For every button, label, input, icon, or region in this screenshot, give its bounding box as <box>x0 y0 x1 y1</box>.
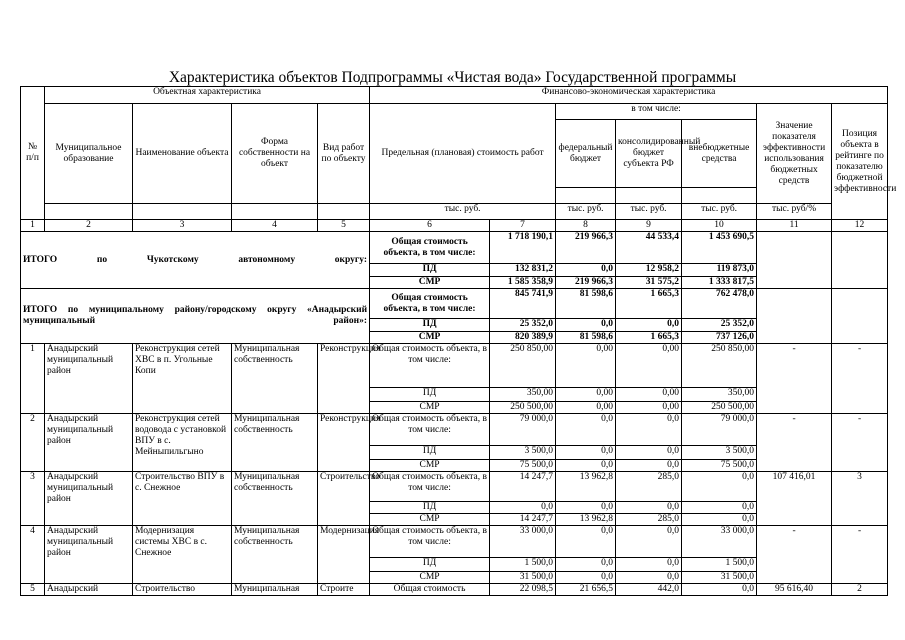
value-total: 14 247,7 <box>490 472 556 502</box>
total-row <box>21 232 888 264</box>
value-extrabudget: 0,0 <box>682 502 757 514</box>
value-total: 250 500,00 <box>490 402 556 414</box>
value-consolidated: 0,0 <box>616 502 682 514</box>
object-efficiency: - <box>757 526 832 584</box>
column-numbers-row <box>21 220 888 232</box>
object-ownership: Муниципальная собственность <box>232 472 318 526</box>
value-federal: 0,0 <box>556 446 616 460</box>
row-kind: СМР <box>370 572 490 584</box>
object-efficiency: 95 616,40 <box>757 584 832 596</box>
value-consolidated: 0,00 <box>616 344 682 388</box>
object-work-type: Реконструкция <box>318 344 370 414</box>
value-consolidated: 0,0 <box>616 558 682 572</box>
column-number: 1 <box>21 220 45 232</box>
column-number: 9 <box>616 220 682 232</box>
object-position: - <box>832 414 888 472</box>
value-total: 250 850,00 <box>490 344 556 388</box>
value-extrabudget: 3 500,0 <box>682 446 757 460</box>
value-federal: 219 966,3 <box>556 277 616 289</box>
object-efficiency: 107 416,01 <box>757 472 832 526</box>
value-extrabudget: 33 000,0 <box>682 526 757 558</box>
unit-cost: тыс. руб. <box>370 204 556 220</box>
row-kind: СМР <box>370 514 490 526</box>
object-ownership: Муниципальная <box>232 584 318 596</box>
value-federal: 13 962,8 <box>556 472 616 502</box>
header-limit-cost: Предельная (плановая) стоимость работ <box>370 104 556 204</box>
row-kind: Общая стоимость <box>370 584 490 596</box>
object-row <box>21 584 888 596</box>
value-extrabudget: 250 850,00 <box>682 344 757 388</box>
object-municipality: Анадырский <box>45 584 133 596</box>
object-work-type: Реконструкция <box>318 414 370 472</box>
document-title: Характеристика объектов Подпрограммы «Чистая вода» Государственной программы <box>168 69 737 86</box>
unit-empty-3 <box>133 204 232 220</box>
value-federal: 0,00 <box>556 388 616 402</box>
row-kind: ПД <box>370 446 490 460</box>
column-number: 6 <box>370 220 490 232</box>
row-kind: Общая стоимость объекта, в том числе: <box>370 526 490 558</box>
value-federal: 0,0 <box>556 460 616 472</box>
value-total: 1 585 358,9 <box>490 277 556 289</box>
object-efficiency: - <box>757 414 832 472</box>
value-consolidated: 285,0 <box>616 514 682 526</box>
value-total: 31 500,0 <box>490 572 556 584</box>
header-finance-group: Финансово-экономическая характеристика <box>370 87 888 104</box>
value-extrabudget: 737 126,0 <box>682 332 757 344</box>
object-ownership: Муниципальная собственность <box>232 344 318 414</box>
object-row <box>21 414 888 446</box>
value-extrabudget: 0,0 <box>682 584 757 596</box>
value-total: 350,00 <box>490 388 556 402</box>
row-kind: ПД <box>370 502 490 514</box>
object-position: 3 <box>832 472 888 526</box>
value-federal: 219 966,3 <box>556 232 616 264</box>
value-federal: 0,0 <box>556 264 616 277</box>
row-kind: СМР <box>370 277 490 289</box>
value-consolidated: 0,00 <box>616 388 682 402</box>
row-kind: СМР <box>370 402 490 414</box>
object-name: Реконструкция сетей ХВС в п. Угольные Копи <box>133 344 232 414</box>
value-total: 1 500,0 <box>490 558 556 572</box>
value-consolidated: 0,0 <box>616 319 682 332</box>
value-extrabudget: 79 000,0 <box>682 414 757 446</box>
value-consolidated: 1 665,3 <box>616 289 682 319</box>
header-ownership: Форма собственности на объект <box>232 104 318 204</box>
header-consolidated: консолидированный бюджет субъекта РФ <box>616 120 682 188</box>
row-kind: СМР <box>370 332 490 344</box>
header-num: № п/п <box>21 87 45 220</box>
row-kind: ПД <box>370 264 490 277</box>
value-consolidated: 0,0 <box>616 572 682 584</box>
total-label: ИТОГО по Чукотскому автономному округу: <box>21 232 370 289</box>
value-consolidated: 44 533,4 <box>616 232 682 264</box>
object-row <box>21 472 888 502</box>
column-number: 12 <box>832 220 888 232</box>
value-consolidated: 0,0 <box>616 446 682 460</box>
value-extrabudget: 1 333 817,5 <box>682 277 757 289</box>
header-extrabudget-spacer <box>682 188 757 204</box>
unit-efficiency: тыс. руб/% <box>757 204 832 220</box>
value-extrabudget: 75 500,0 <box>682 460 757 472</box>
object-num: 1 <box>21 344 45 414</box>
object-work-type: Модернизация <box>318 526 370 584</box>
column-number: 11 <box>757 220 832 232</box>
column-number: 3 <box>133 220 232 232</box>
object-name: Строительство ВПУ в с. Снежное <box>133 472 232 526</box>
column-number: 8 <box>556 220 616 232</box>
value-extrabudget: 119 873,0 <box>682 264 757 277</box>
object-position: 2 <box>832 584 888 596</box>
row-kind: Общая стоимость объекта, в том числе: <box>370 414 490 446</box>
value-federal: 0,0 <box>556 414 616 446</box>
row-kind: ПД <box>370 388 490 402</box>
column-number: 7 <box>490 220 556 232</box>
value-consolidated: 0,0 <box>616 526 682 558</box>
value-extrabudget: 350,00 <box>682 388 757 402</box>
column-number: 2 <box>45 220 133 232</box>
value-consolidated: 0,0 <box>616 414 682 446</box>
value-total: 845 741,9 <box>490 289 556 319</box>
header-position: Позиция объекта в рейтинге по показателю бюджетной эффективности <box>832 104 888 220</box>
value-extrabudget: 0,0 <box>682 514 757 526</box>
value-total: 22 098,5 <box>490 584 556 596</box>
value-consolidated: 1 665,3 <box>616 332 682 344</box>
object-work-type: Строительство <box>318 472 370 526</box>
value-federal: 81 598,6 <box>556 289 616 319</box>
object-work-type: Строите <box>318 584 370 596</box>
row-kind: Общая стоимость объекта, в том числе: <box>370 289 490 319</box>
header-extrabudget: внебюджетные средства <box>682 120 757 188</box>
object-municipality: Анадырский муниципальный район <box>45 472 133 526</box>
object-municipality: Анадырский муниципальный район <box>45 344 133 414</box>
unit-extrabudget: тыс. руб. <box>682 204 757 220</box>
unit-empty-2 <box>45 204 133 220</box>
row-kind: Общая стоимость объекта, в том числе: <box>370 472 490 502</box>
value-consolidated: 285,0 <box>616 472 682 502</box>
value-federal: 0,00 <box>556 402 616 414</box>
object-row <box>21 344 888 388</box>
value-extrabudget: 1 453 690,5 <box>682 232 757 264</box>
header-consolidated-spacer <box>616 188 682 204</box>
total-label: ИТОГО по муниципальному району/городскому округу «Анадырский муниципальный район»: <box>21 289 370 344</box>
header-efficiency: Значение показателя эффективности использования бюджетных средств <box>757 104 832 204</box>
object-name: Строительство <box>133 584 232 596</box>
object-num: 5 <box>21 584 45 596</box>
header-work-type: Вид работ по объекту <box>318 104 370 204</box>
object-name: Реконструкция сетей водовода с установкой ВПУ в с. Мейныпильгыно <box>133 414 232 472</box>
row-kind: СМР <box>370 460 490 472</box>
objects-table <box>20 86 897 596</box>
unit-empty-5 <box>318 204 370 220</box>
value-extrabudget: 250 500,00 <box>682 402 757 414</box>
value-extrabudget: 762 478,0 <box>682 289 757 319</box>
unit-federal: тыс. руб. <box>556 204 616 220</box>
value-federal: 0,00 <box>556 344 616 388</box>
column-number: 4 <box>232 220 318 232</box>
position-cell <box>832 232 888 289</box>
value-extrabudget: 25 352,0 <box>682 319 757 332</box>
efficiency-cell <box>757 289 832 344</box>
value-consolidated: 12 958,2 <box>616 264 682 277</box>
header-municipality: Муниципальное образование <box>45 104 133 204</box>
value-federal: 0,0 <box>556 319 616 332</box>
value-extrabudget: 31 500,0 <box>682 572 757 584</box>
row-kind: ПД <box>370 319 490 332</box>
value-total: 25 352,0 <box>490 319 556 332</box>
value-total: 3 500,0 <box>490 446 556 460</box>
value-total: 33 000,0 <box>490 526 556 558</box>
object-name: Модернизация системы ХВС в с. Снежное <box>133 526 232 584</box>
value-federal: 0,0 <box>556 558 616 572</box>
object-ownership: Муниципальная собственность <box>232 526 318 584</box>
object-position: - <box>832 344 888 414</box>
object-efficiency: - <box>757 344 832 414</box>
value-federal: 13 962,8 <box>556 514 616 526</box>
object-num: 4 <box>21 526 45 584</box>
object-municipality: Анадырский муниципальный район <box>45 414 133 472</box>
header-objective-group: Объектная характеристика <box>45 87 370 104</box>
value-total: 132 831,2 <box>490 264 556 277</box>
value-total: 820 389,9 <box>490 332 556 344</box>
value-total: 75 500,0 <box>490 460 556 472</box>
unit-consolidated: тыс. руб. <box>616 204 682 220</box>
column-number: 10 <box>682 220 757 232</box>
row-kind: Общая стоимость объекта, в том числе: <box>370 232 490 264</box>
total-row <box>21 289 888 319</box>
object-num: 2 <box>21 414 45 472</box>
value-extrabudget: 1 500,0 <box>682 558 757 572</box>
row-kind: Общая стоимость объекта, в том числе: <box>370 344 490 388</box>
unit-empty-4 <box>232 204 318 220</box>
value-federal: 81 598,6 <box>556 332 616 344</box>
value-consolidated: 0,00 <box>616 402 682 414</box>
header-including: в том числе: <box>556 104 757 120</box>
efficiency-cell <box>757 232 832 289</box>
object-municipality: Анадырский муниципальный район <box>45 526 133 584</box>
value-total: 0,0 <box>490 502 556 514</box>
header-federal-spacer <box>556 188 616 204</box>
value-consolidated: 31 575,2 <box>616 277 682 289</box>
value-federal: 21 656,5 <box>556 584 616 596</box>
value-extrabudget: 0,0 <box>682 472 757 502</box>
object-position: - <box>832 526 888 584</box>
object-ownership: Муниципальная собственность <box>232 414 318 472</box>
object-num: 3 <box>21 472 45 526</box>
value-consolidated: 0,0 <box>616 460 682 472</box>
object-row <box>21 526 888 558</box>
value-federal: 0,0 <box>556 526 616 558</box>
value-federal: 0,0 <box>556 502 616 514</box>
position-cell <box>832 289 888 344</box>
row-kind: ПД <box>370 558 490 572</box>
value-total: 1 718 190,1 <box>490 232 556 264</box>
header-federal: федеральный бюджет <box>556 120 616 188</box>
value-total: 14 247,7 <box>490 514 556 526</box>
column-number: 5 <box>318 220 370 232</box>
value-federal: 0,0 <box>556 572 616 584</box>
value-total: 79 000,0 <box>490 414 556 446</box>
value-consolidated: 442,0 <box>616 584 682 596</box>
header-object-name: Наименование объекта <box>133 104 232 204</box>
